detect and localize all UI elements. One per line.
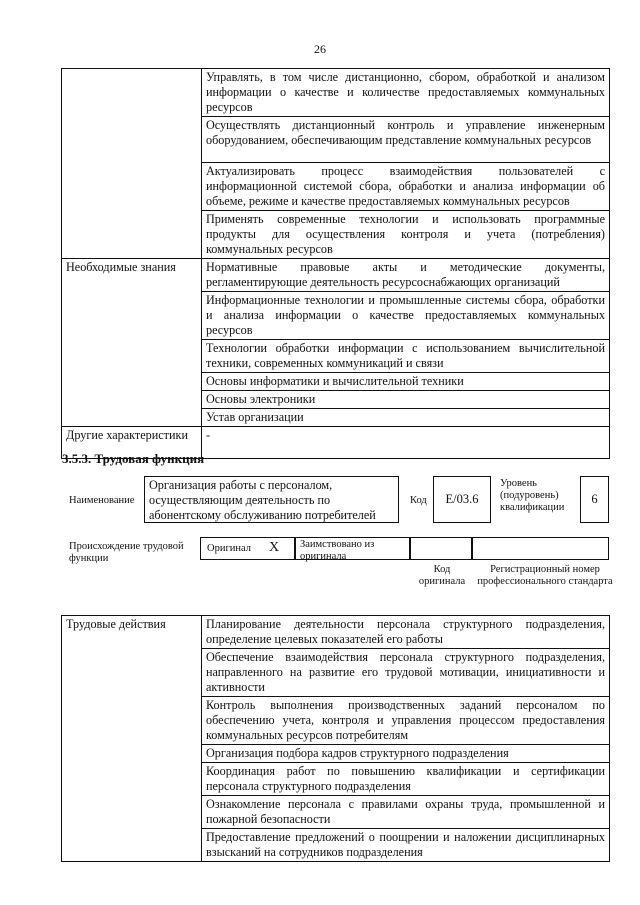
original-mark: X — [269, 540, 280, 555]
knowledge-text: Технологии обработки информации с использованием вычислительной техники, современных коммуникаций и связи — [202, 340, 610, 373]
name-label: Наименование — [69, 495, 135, 506]
qualification-level-label: Уровень (подуровень) квалификации — [500, 478, 565, 513]
table-row — [62, 69, 610, 117]
skill-text: Применять современные технологии и использовать программные продукты для осуществления контроля и учета (потребления) коммунальных ресурсов — [202, 211, 610, 259]
action-text: Организация подбора кадров структурного подразделения — [202, 745, 610, 763]
table-row — [62, 259, 610, 292]
borrowed-cell — [295, 537, 410, 560]
reg-number-cell — [472, 537, 609, 560]
row-label-cell — [62, 69, 202, 259]
skill-text: Управлять, в том числе дистанционно, сбором, обработкой и анализом информации о качестве и количестве предоставляемых коммунальных ресурсов — [202, 69, 610, 117]
code-label: Код — [410, 495, 427, 506]
page-number: 26 — [314, 42, 326, 56]
skills-knowledge-table — [61, 68, 610, 459]
function-name-value: Организация работы с персоналом, осуществляющим деятельность по абонентскому обслуживанию потребителей — [144, 476, 399, 523]
origin-code-cell — [410, 537, 472, 560]
other-characteristics-value: - — [202, 427, 610, 459]
knowledge-text: Устав организации — [202, 409, 610, 427]
action-text: Контроль выполнения производственных заданий персоналом по обеспечению учета, контроля и управления процессом предоставления коммунальных ресурсов потребителям — [202, 697, 610, 745]
origin-label: Происхождение трудовой функции — [69, 541, 184, 564]
table-row — [62, 616, 610, 649]
action-text: Планирование деятельности персонала структурного подразделения, определение целевых показателей его работы — [202, 616, 610, 649]
reg-number-caption: Регистрационный номер профессионального стандарта — [477, 564, 613, 587]
skill-text: Актуализировать процесс взаимодействия пользователей с информационной системой сбора, обработки и анализа информации об объеме, режиме и качестве предоставляемых коммунальных ресурсов — [202, 163, 610, 211]
knowledge-text: Основы электроники — [202, 391, 610, 409]
action-text: Координация работ по повышению квалификации и сертификации персонала структурного подразделения — [202, 763, 610, 796]
origin-row — [200, 537, 609, 560]
knowledge-text: Информационные технологии и промышленные системы сбора, обработки и анализа информации о качестве предоставляемых коммунальных ресурсов — [202, 292, 610, 340]
labor-actions-label: Трудовые действия — [62, 616, 202, 862]
original-cell — [200, 537, 295, 560]
code-value: E/03.6 — [433, 476, 491, 523]
borrowed-label: Заимствовано из оригинала — [300, 539, 375, 562]
section-title: 3.5.3. Трудовая функция — [62, 451, 205, 466]
action-text: Обеспечение взаимодействия персонала структурного подразделения, направленного на развитие его трудовой мотивации, инициативности и активности — [202, 649, 610, 697]
other-characteristics-label: Другие характеристики — [62, 427, 202, 459]
knowledge-text: Нормативные правовые акты и методические документы, регламентирующие деятельность ресурсоснабжающих организаций — [202, 259, 610, 292]
labor-actions-table — [61, 615, 610, 862]
original-label: Оригинал — [207, 543, 251, 554]
action-text: Предоставление предложений о поощрении и наложении дисциплинарных взысканий на сотрудников подразделения — [202, 829, 610, 862]
action-text: Ознакомление персонала с правилами охраны труда, промышленной и пожарной безопасности — [202, 796, 610, 829]
knowledge-label: Необходимые знания — [62, 259, 202, 427]
skill-text: Осуществлять дистанционный контроль и управление инженерным оборудованием, обеспечивающим представление коммунальных ресурсов — [202, 117, 610, 163]
origin-code-caption: Код оригинала — [418, 564, 466, 587]
knowledge-text: Основы информатики и вычислительной техники — [202, 373, 610, 391]
qualification-level-value: 6 — [580, 476, 609, 523]
